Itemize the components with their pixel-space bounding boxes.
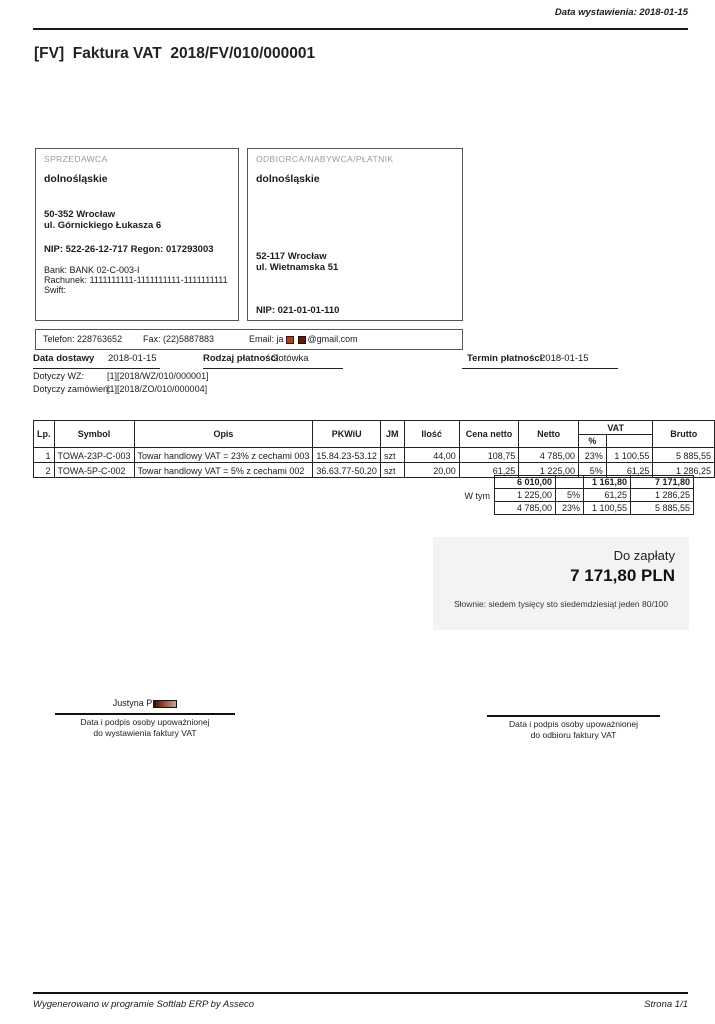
item-opis: Towar handlowy VAT = 23% z cechami 003 <box>134 448 313 463</box>
receiver-caption-line1: Data i podpis osoby upoważnionej <box>508 719 638 729</box>
item-netto: 1 225,00 <box>519 463 579 478</box>
item-cena-netto: 108,75 <box>459 448 519 463</box>
redaction-block <box>298 336 306 344</box>
col-netto: Netto <box>519 421 579 448</box>
item-lp: 2 <box>34 463 55 478</box>
contact-email-prefix: Email: ja <box>249 334 284 344</box>
vat-summary-table <box>494 475 694 515</box>
seller-label: SPRZEDAWCA <box>44 154 108 164</box>
total-vat-pct <box>556 476 584 489</box>
breakdown-vat: 61,25 <box>584 489 631 502</box>
payment-method-group <box>203 353 343 369</box>
payment-method-label: Rodzaj płatności <box>203 353 279 364</box>
issue-date-value: 2018-01-15 <box>639 7 688 18</box>
col-lp: Lp. <box>34 421 55 448</box>
orders-reference-row <box>33 384 208 397</box>
seller-swift: Swift: <box>44 285 67 295</box>
orders-reference-value: [1][2018/ZO/010/000004] <box>107 384 208 394</box>
col-ilosc: Ilość <box>404 421 459 448</box>
item-symbol: TOWA-23P-C-003 <box>54 448 134 463</box>
item-ilosc: 44,00 <box>404 448 459 463</box>
item-opis: Towar handlowy VAT = 5% z cechami 002 <box>134 463 313 478</box>
top-rule <box>33 28 688 30</box>
item-pkwiu: 36.63.77-50.20 <box>313 463 381 478</box>
items-table <box>33 420 715 478</box>
seller-street: ul. Górnickiego Łukasza 6 <box>44 220 162 231</box>
issue-date-line <box>555 7 688 18</box>
issuer-caption-line1: Data i podpis osoby upoważnionej <box>80 717 210 727</box>
wz-reference-value: [1][2018/WZ/010/000001] <box>107 371 209 381</box>
item-symbol: TOWA-5P-C-002 <box>54 463 134 478</box>
col-pkwiu: PKWiU <box>313 421 381 448</box>
issuer-name-text: Justyna P <box>112 698 153 708</box>
delivery-date-value: 2018-01-15 <box>108 353 157 364</box>
amount-due-panel <box>433 537 689 630</box>
buyer-postal-city: 52-117 Wrocław <box>256 251 327 262</box>
payment-method-value: Gotówka <box>271 353 309 364</box>
issuer-caption-line2: do wystawienia faktury VAT <box>93 728 197 739</box>
redaction-block <box>286 336 294 344</box>
receiver-caption-line2: do odbioru faktury VAT <box>530 730 617 741</box>
contact-phone: Telefon: 228763652 <box>43 334 123 344</box>
item-vat: 1 100,55 <box>606 448 653 463</box>
col-cena-netto: Cena netto <box>459 421 519 448</box>
buyer-label: ODBIORCA/NABYWCA/PŁATNIK <box>256 154 394 164</box>
total-brutto: 7 171,80 <box>631 476 694 489</box>
item-lp: 1 <box>34 448 55 463</box>
seller-bank: Bank: BANK 02-C-003-I <box>44 265 140 275</box>
summary-breakdown-row <box>495 489 694 502</box>
items-header-row <box>34 421 715 435</box>
breakdown-vat-pct: 5% <box>556 489 584 502</box>
receiver-signature-line <box>487 715 660 717</box>
payment-due-date-value: 2018-01-15 <box>540 353 589 364</box>
issuer-signature-caption <box>40 717 250 740</box>
contact-email <box>249 334 358 344</box>
delivery-date-label: Data dostawy <box>33 353 95 364</box>
item-row <box>34 448 715 463</box>
item-ilosc: 20,00 <box>404 463 459 478</box>
amount-due-value: 7 171,80 PLN <box>570 566 675 585</box>
issuer-signature-line <box>55 713 235 715</box>
col-vat: VAT <box>578 421 652 435</box>
col-jm: JM <box>380 421 404 448</box>
amount-due-label: Do zapłaty <box>613 548 675 563</box>
page-title: [FV] Faktura VAT 2018/FV/010/000001 <box>34 45 316 62</box>
col-vat-amount <box>606 435 653 448</box>
buyer-nip: NIP: 021-01-01-110 <box>256 305 340 316</box>
seller-postal-city: 50-352 Wrocław <box>44 209 116 220</box>
item-cena-netto: 61,25 <box>459 463 519 478</box>
breakdown-vat: 1 100,55 <box>584 502 631 515</box>
summary-breakdown-row <box>495 502 694 515</box>
item-pkwiu: 15.84.23-53.12 <box>313 448 381 463</box>
buyer-box <box>247 148 463 321</box>
contact-box <box>35 329 463 350</box>
col-brutto: Brutto <box>653 421 715 448</box>
breakdown-netto: 4 785,00 <box>495 502 556 515</box>
receiver-signature-caption <box>470 719 677 742</box>
bottom-rule <box>33 992 688 994</box>
orders-reference-label: Dotyczy zamówień: <box>33 384 111 394</box>
contact-email-suffix: @gmail.com <box>307 334 358 344</box>
buyer-name: dolnośląskie <box>256 173 320 185</box>
col-opis: Opis <box>134 421 313 448</box>
total-vat: 1 161,80 <box>584 476 631 489</box>
amount-in-words: Słownie: siedem tysięcy sto siedemdziesiąt jeden 80/100 <box>453 599 669 609</box>
redaction-block <box>153 700 177 708</box>
total-netto: 6 010,00 <box>495 476 556 489</box>
footer-page-number: Strona 1/1 <box>644 999 688 1010</box>
item-vat: 61,25 <box>606 463 653 478</box>
seller-account: Rachunek: 1111111111-1111111111-1111111111 <box>44 275 228 285</box>
breakdown-brutto: 5 885,55 <box>631 502 694 515</box>
summary-total-row <box>495 476 694 489</box>
w-tym-label: W tym <box>464 491 490 501</box>
wz-reference-label: Dotyczy WZ: <box>33 371 84 381</box>
issue-date-label: Data wystawienia: <box>554 7 640 18</box>
contact-fax: Fax: (22)5887883 <box>143 334 215 344</box>
breakdown-netto: 1 225,00 <box>495 489 556 502</box>
footer-generator: Wygenerowano w programie Softlab ERP by Asseco <box>33 999 255 1010</box>
payment-due-date-group <box>462 353 618 369</box>
item-vat-pct: 5% <box>578 463 606 478</box>
seller-box <box>35 148 239 321</box>
item-jm: szt <box>380 448 404 463</box>
item-jm: szt <box>380 463 404 478</box>
wz-reference-row <box>33 371 209 384</box>
buyer-street: ul. Wietnamska 51 <box>256 262 339 273</box>
seller-name: dolnośląskie <box>44 173 108 185</box>
seller-nip-regon: NIP: 522-26-12-717 Regon: 017293003 <box>44 244 214 255</box>
col-symbol: Symbol <box>54 421 134 448</box>
breakdown-vat-pct: 23% <box>556 502 584 515</box>
breakdown-brutto: 1 286,25 <box>631 489 694 502</box>
item-netto: 4 785,00 <box>519 448 579 463</box>
delivery-date-group <box>33 353 160 369</box>
issuer-signature-name <box>55 698 235 710</box>
item-brutto: 5 885,55 <box>653 448 715 463</box>
item-vat-pct: 23% <box>578 448 606 463</box>
payment-due-date-label: Termin płatności <box>467 353 543 364</box>
col-vat-pct: % <box>578 435 606 448</box>
item-brutto: 1 286,25 <box>653 463 715 478</box>
